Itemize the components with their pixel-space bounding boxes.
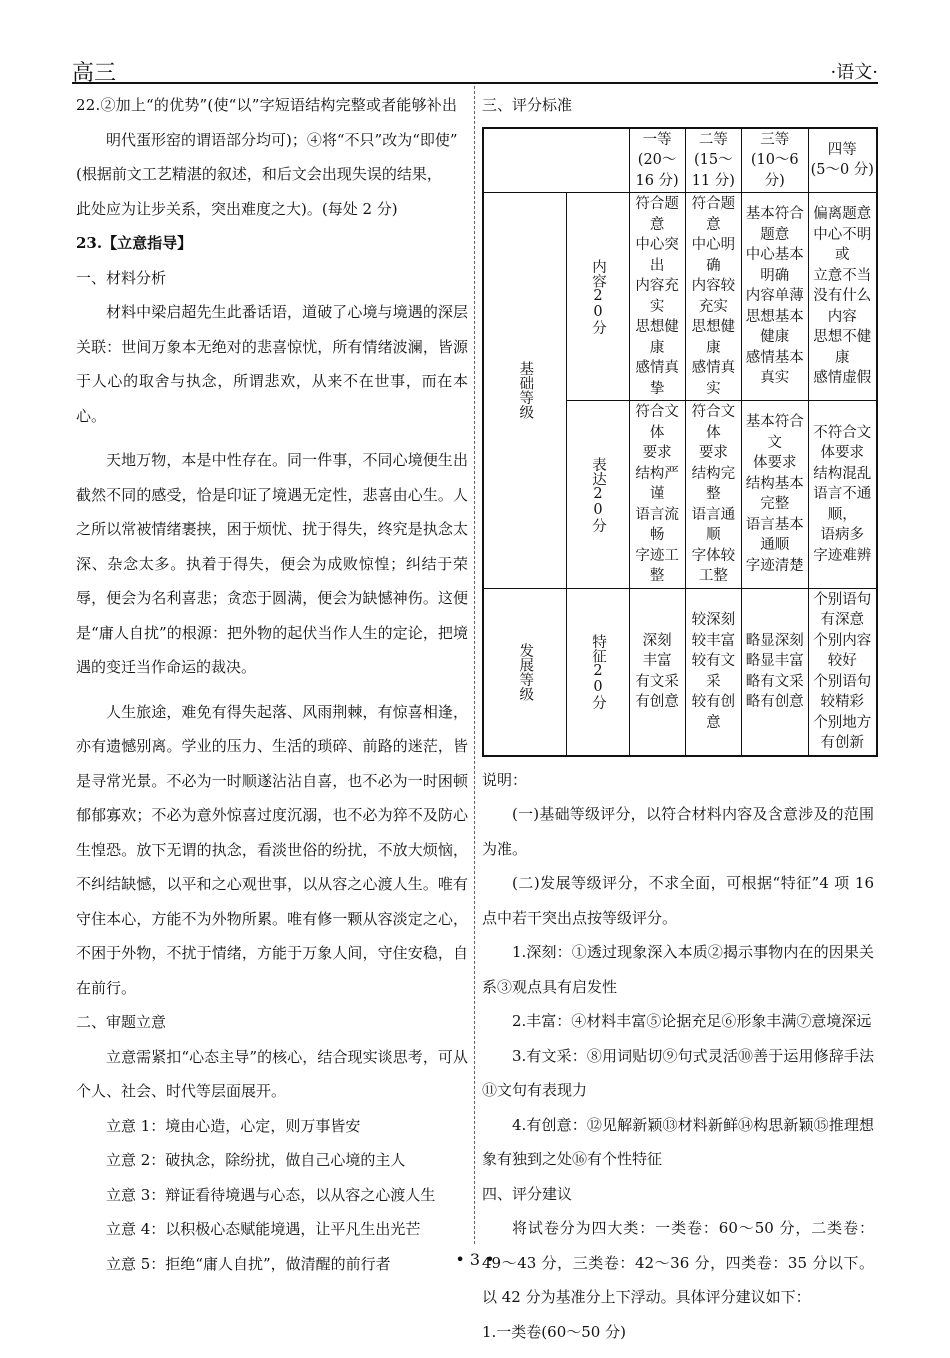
dev-grade-2: 较深刻 较丰富 较有文采 较有创意 bbox=[685, 588, 741, 756]
right-column bbox=[482, 88, 874, 1358]
section-scoring-advice: 四、评分建议 bbox=[482, 1184, 573, 1203]
idea-5: 立意 5：拒绝“庸人自扰”，做清醒的前行者 bbox=[106, 1254, 391, 1273]
feature-item-4: 4.有创意：⑫见解新颖⑬材料新鲜⑭构思新颖⑮推理想象有独到之处⑯有个性特征 bbox=[482, 1115, 874, 1168]
subject-label: ·语文· bbox=[830, 62, 878, 83]
section-material-analysis: 一、材料分析 bbox=[76, 268, 167, 287]
grade-1-header: 一等 (20～16 分) bbox=[629, 128, 685, 193]
content-grade-4: 偏离题意 中心不明或 立意不当 没有什么内容 思想不健康 感情虚假 bbox=[808, 193, 877, 401]
content-label: 内容20分 bbox=[567, 193, 630, 401]
class-1-para bbox=[482, 1349, 874, 1358]
development-level-label: 发展等级 bbox=[483, 588, 567, 756]
expr-grade-4: 不符合文体要求 结构混乱 语言不通顺， 语病多 字迹难辨 bbox=[808, 401, 877, 589]
dev-grade-3: 略显深刻 略显丰富 略有文采 略有创意 bbox=[741, 588, 808, 756]
class-1-heading: 1.一类卷(60～50 分) bbox=[482, 1322, 626, 1341]
page-number: • 3 • bbox=[455, 1250, 495, 1269]
feature-label: 特征20分 bbox=[567, 588, 630, 756]
idea-4: 立意 4：以积极心态赋能境遇，让平凡生出光芒 bbox=[106, 1220, 421, 1238]
left-column bbox=[76, 88, 468, 1281]
q22-line-4: 此处应为让步关系，突出难度之大)。(每处 2 分) bbox=[76, 199, 398, 218]
topic-para: 立意需紧扣“心态主导”的核心，结合现实谈思考，可从个人、社会、时代等层面展开。 bbox=[76, 1047, 468, 1100]
table-row-development bbox=[483, 588, 877, 756]
expr-grade-3: 基本符合文 体要求 结构基本完整 语言基本通顺 字迹清楚 bbox=[741, 401, 808, 589]
feature-item-3: 3.有文采：⑧用词贴切⑨句式灵活⑩善于运用修辞手法⑪文句有表现力 bbox=[482, 1046, 874, 1099]
content-grade-3: 基本符合题意 中心基本明确 内容单薄 思想基本健康 感情基本真实 bbox=[741, 193, 808, 401]
q23-title: 23.【立意指导】 bbox=[76, 234, 193, 252]
feature-item-1: 1.深刻：①透过现象深入本质②揭示事物内在的因果关系③观点具有启发性 bbox=[482, 943, 874, 996]
grade-4-header: 四等 (5～0 分) bbox=[808, 128, 877, 193]
analysis-para-1: 材料中梁启超先生此番话语，道破了心境与境遇的深层关联：世间万象本无绝对的悲喜惊忧，所有情绪波澜，皆源于人心的取舍与执念，所谓悲欢，从来不在世事，而在本心。 bbox=[76, 303, 468, 425]
note-1: (一)基础等级评分，以符合材料内容及含意涉及的范围为准。 bbox=[482, 805, 874, 858]
content-grade-1: 符合题意 中心突出 内容充实 思想健康 感情真挚 bbox=[629, 193, 685, 401]
dev-grade-4: 个别语句有深意 个别内容较好 个别语句较精彩 个别地方有创新 bbox=[808, 588, 877, 756]
q22-line-2: 明代蛋形窑的谓语部分均可)；④将“不只”改为“即使” bbox=[106, 130, 458, 149]
analysis-para-3: 人生旅途，难免有得失起落、风雨荆棘，有惊喜相逢，亦有遗憾别离。学业的压力、生活的琐碎、前路的迷茫，皆是寻常光景。不必为一时顺遂沾沾自喜，也不必为一时困顿郁郁寡欢；不必为意外惊喜过度沉溺，也不必为猝不及防心生惶恐。放下无谓的执念，看淡世俗的纷扰，不放大烦恼，不纠结缺憾，以平和之心观世事，以从容之心渡人生。唯有守住本心，方能不为外物所累。唯有修一颗从容淡定之心，不困于外物，不扰于情绪，方能于万象人间，守住安稳，自在前行。 bbox=[76, 702, 468, 997]
idea-3: 立意 3：辩证看待境遇与心态，以从容之心渡人生 bbox=[106, 1185, 436, 1204]
q22-line-3: (根据前文工艺精湛的叙述，和后文会出现失误的结果， bbox=[76, 165, 442, 183]
table-header-row bbox=[483, 128, 877, 193]
grade-label: 高三 bbox=[72, 61, 117, 86]
grade-2-header: 二等 (15～11 分) bbox=[685, 128, 741, 193]
expr-grade-2: 符合文体 要求 结构完整 语言通顺 字体较工整 bbox=[685, 401, 741, 589]
basic-level-label: 基础等级 bbox=[483, 193, 567, 589]
grade-3-header: 三等 (10～6 分) bbox=[741, 128, 808, 193]
table-row-content bbox=[483, 193, 877, 401]
scoring-table bbox=[482, 127, 878, 757]
note-2: (二)发展等级评分，不求全面，可根据“特征”4 项 16 点中若干突出点按等级评分。 bbox=[482, 874, 874, 927]
content-grade-2: 符合题意 中心明确 内容较充实 思想健康 感情真实 bbox=[685, 193, 741, 401]
q22-line-1: 22.②加上“的优势”(使“以”字短语结构完整或者能够补出 bbox=[76, 96, 458, 114]
column-divider bbox=[474, 86, 475, 1244]
idea-1: 立意 1：境由心造，心定，则万事皆安 bbox=[106, 1116, 361, 1135]
analysis-para-2: 天地万物，本是中性存在。同一件事，不同心境便生出截然不同的感受，恰是印证了境遇无定性，悲喜由心生。人之所以常被情绪裹挟，困于烦忧、扰于得失，终究是执念太深、杂念太多。执着于得失，便会为成败惊惶；纠结于荣辱，便会为名利喜悲；贪恋于圆满，便会为缺憾神伤。这便是“庸人自扰”的根源：把外物的起伏当作人生的定论，把境遇的变迁当作命运的裁决。 bbox=[76, 451, 468, 676]
advice-para: 将试卷分为四大类：一类卷：60～50 分，二类卷：49～43 分，三类卷：42～36 分，四类卷：35 分以下。以 42 分为基准分上下浮动。具体评分建议如下： bbox=[482, 1219, 874, 1306]
dev-grade-1: 深刻 丰富 有文采 有创意 bbox=[629, 588, 685, 756]
feature-item-2: 2.丰富：④材料丰富⑤论据充足⑥形象丰满⑦意境深远 bbox=[512, 1012, 872, 1030]
expression-label: 表达20分 bbox=[567, 401, 630, 589]
header-rule bbox=[72, 82, 878, 84]
section-topic-review: 二、审题立意 bbox=[76, 1013, 167, 1031]
idea-2: 立意 2：破执念，除纷扰，做自己心境的主人 bbox=[106, 1151, 406, 1169]
expr-grade-1: 符合文体 要求 结构严谨 语言流畅 字迹工整 bbox=[629, 401, 685, 589]
section-scoring-standard: 三、评分标准 bbox=[482, 96, 573, 114]
notes-title: 说明： bbox=[482, 770, 528, 789]
